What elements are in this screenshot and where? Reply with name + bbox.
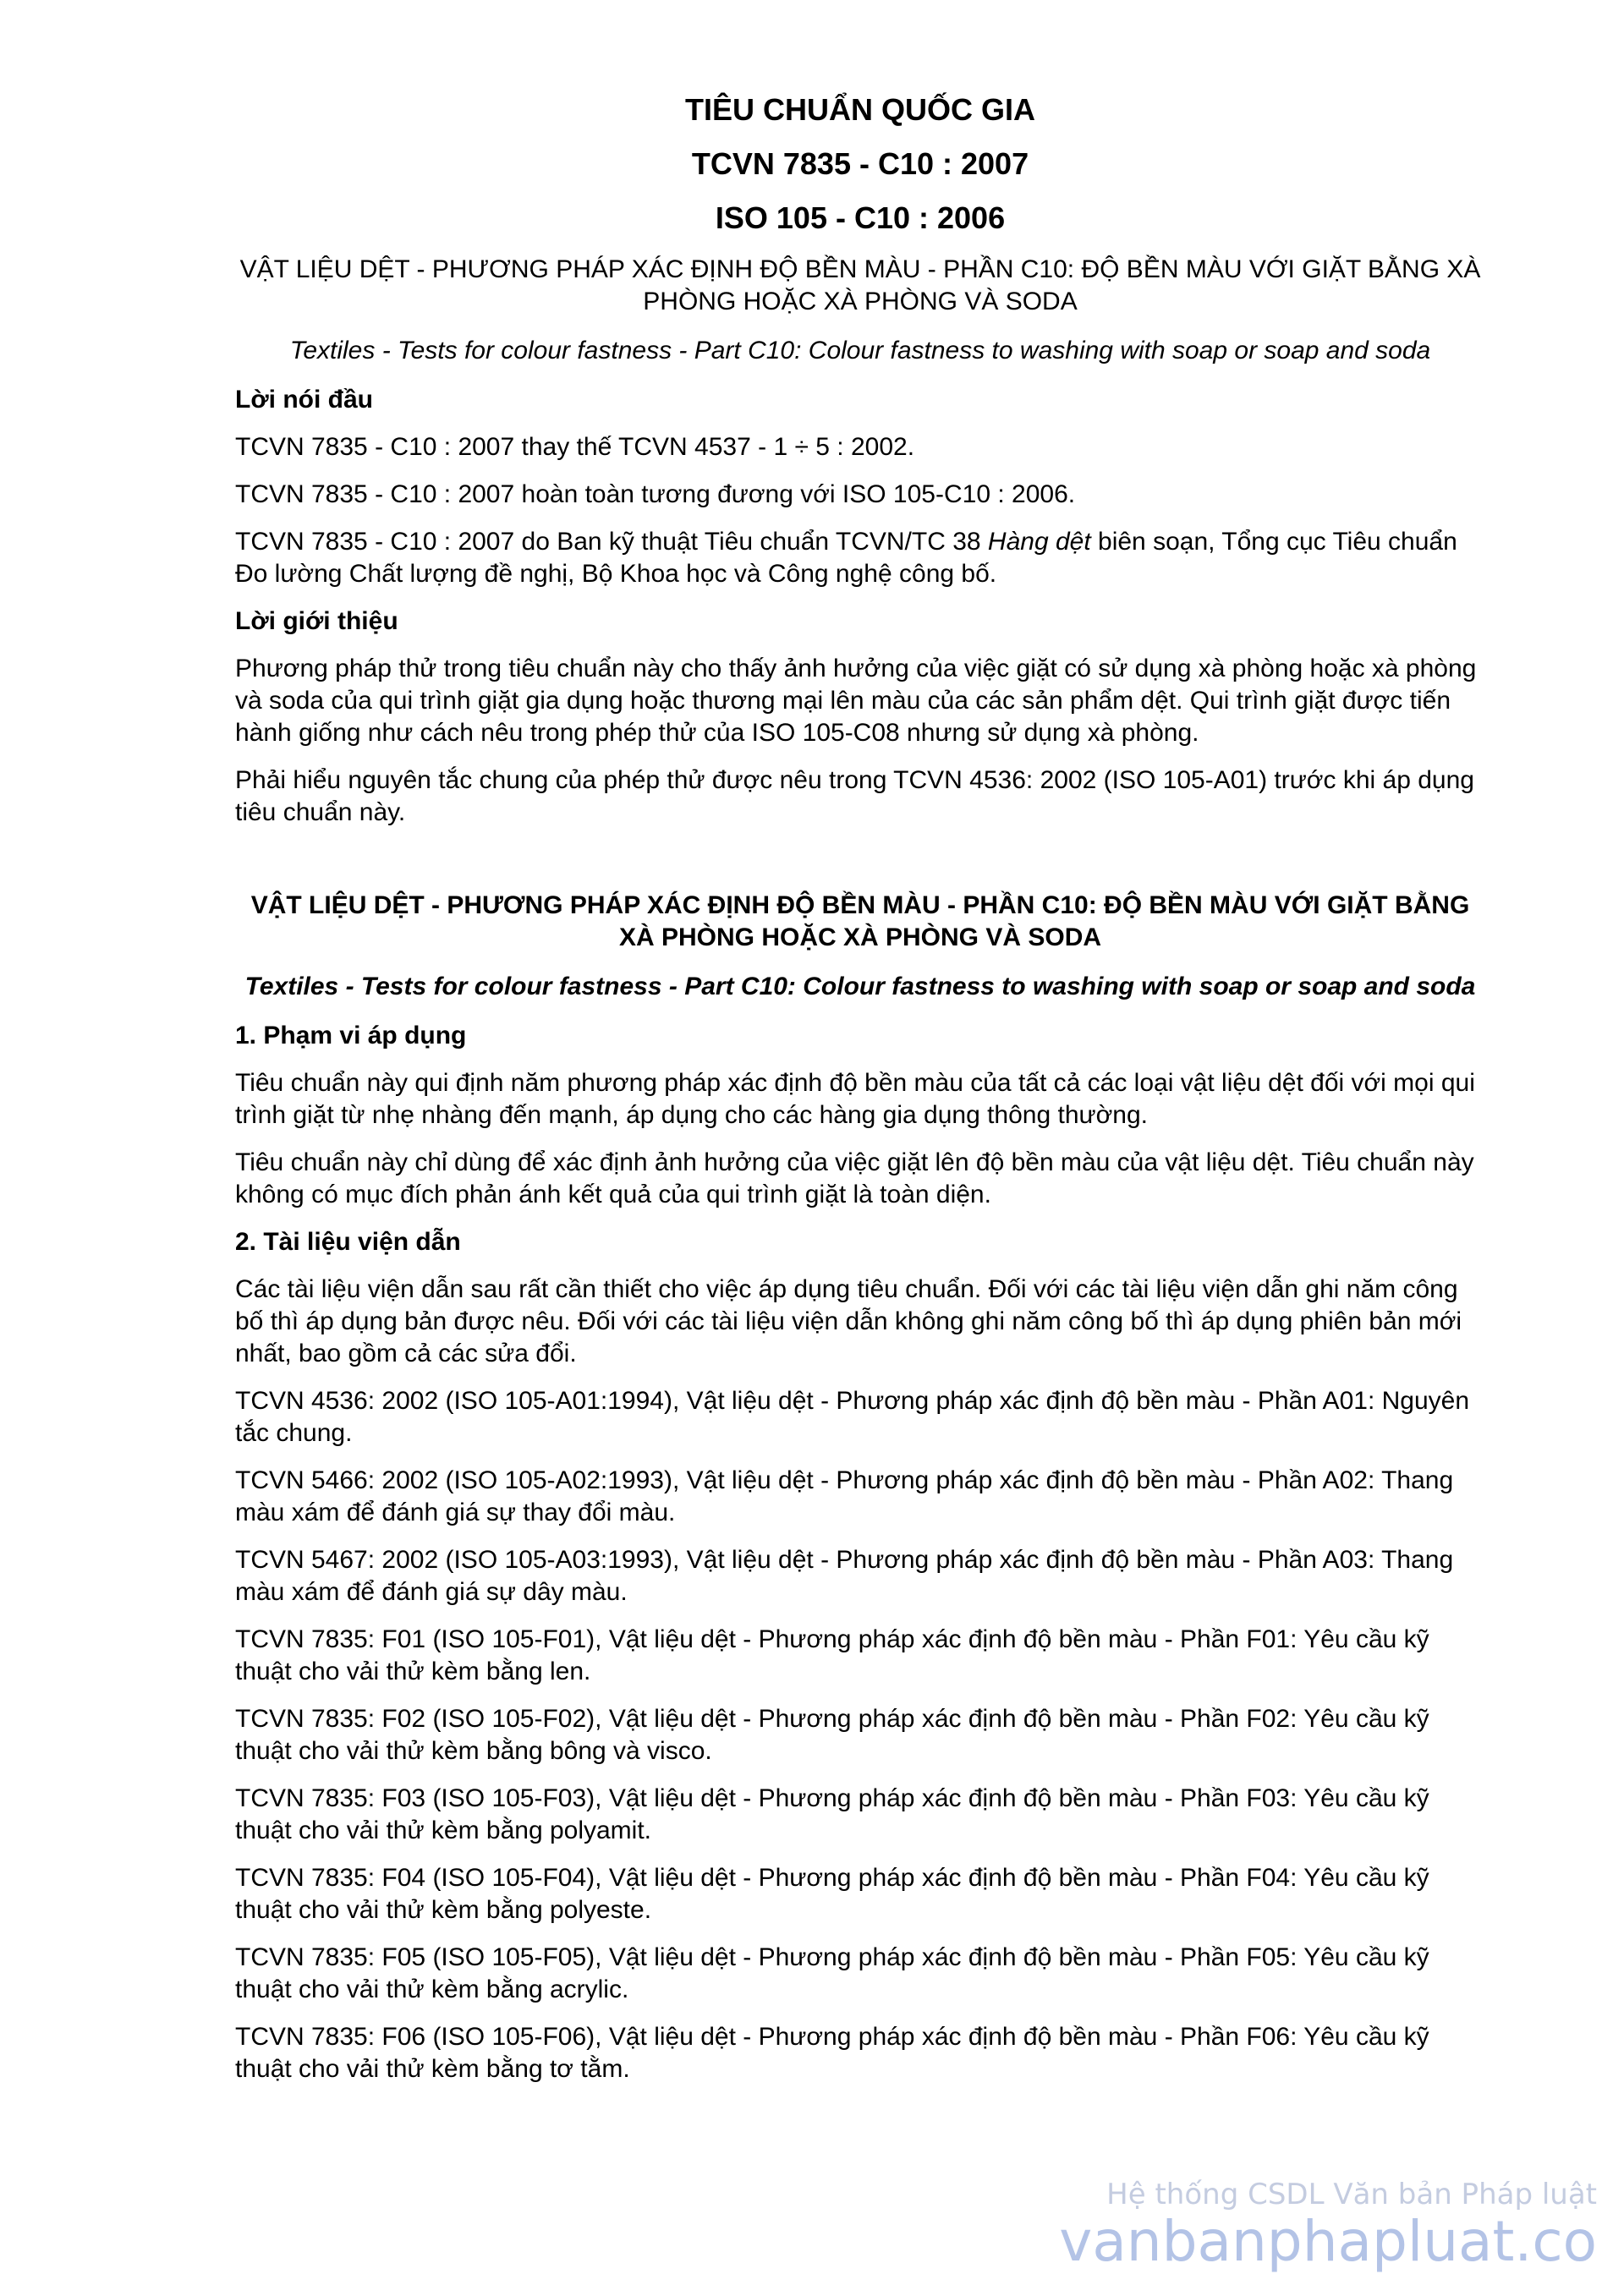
references-intro: Các tài liệu viện dẫn sau rất cần thiết cho việc áp dụng tiêu chuẩn. Đối với các tài liệu viện dẫn ghi năm công bố thì áp dụng bản được nêu. Đối với các tài liệu viện dẫn không ghi năm công bố thì áp dụng phiên bản mới nhất, bao gồm cả các sửa đổi. — [235, 1275, 1462, 1367]
reference-item: TCVN 7835: F04 (ISO 105-F04), Vật liệu dệt - Phương pháp xác định độ bền màu - Phần F04: Yêu cầu kỹ thuật cho vải thử kèm bằng polyeste. — [235, 1864, 1429, 1924]
document-title: TIÊU CHUẨN QUỐC GIA — [685, 92, 1035, 127]
document-page — [235, 91, 1485, 2101]
iso-number: ISO 105 - C10 : 2006 — [715, 200, 1006, 235]
reference-item: TCVN 7835: F01 (ISO 105-F01), Vật liệu dệt - Phương pháp xác định độ bền màu - Phần F01: Yêu cầu kỹ thuật cho vải thử kèm bằng len. — [235, 1625, 1429, 1685]
foreword-heading: Lời nói đầu — [235, 386, 373, 414]
scope-heading: 1. Phạm vi áp dụng — [235, 1022, 467, 1049]
introduction-paragraph: Phải hiểu nguyên tắc chung của phép thử được nêu trong TCVN 4536: 2002 (ISO 105-A01) trước khi áp dụng tiêu chuẩn này. — [235, 766, 1474, 826]
watermark-site-name: vanbanphapluat.co — [1059, 2209, 1597, 2274]
reference-item: TCVN 7835: F05 (ISO 105-F05), Vật liệu dệt - Phương pháp xác định độ bền màu - Phần F05: Yêu cầu kỹ thuật cho vải thử kèm bằng acrylic. — [235, 1943, 1429, 2003]
references-heading: 2. Tài liệu viện dẫn — [235, 1228, 461, 1256]
reference-item: TCVN 4536: 2002 (ISO 105-A01:1994), Vật liệu dệt - Phương pháp xác định độ bền màu - Phần A01: Nguyên tắc chung. — [235, 1387, 1470, 1447]
tcvn-number: TCVN 7835 - C10 : 2007 — [691, 146, 1029, 181]
reference-item: TCVN 7835: F03 (ISO 105-F03), Vật liệu dệt - Phương pháp xác định độ bền màu - Phần F03: Yêu cầu kỹ thuật cho vải thử kèm bằng polyamit. — [235, 1784, 1429, 1844]
watermark-caption: Hệ thống CSDL Văn bản Pháp luật — [1106, 2178, 1597, 2211]
scope-paragraph: Tiêu chuẩn này qui định năm phương pháp xác định độ bền màu của tất cả các loại vật liệu dệt đối với mọi qui trình giặt từ nhẹ nhàng đến mạnh, áp dụng cho các hàng gia dụng thông thường. — [235, 1069, 1475, 1129]
foreword-paragraph — [235, 526, 1485, 590]
site-watermark — [1059, 2178, 1597, 2272]
introduction-heading: Lời giới thiệu — [235, 607, 398, 635]
section-gap — [235, 844, 1485, 890]
subtitle-vietnamese: VẬT LIỆU DỆT - PHƯƠNG PHÁP XÁC ĐỊNH ĐỘ BỀN MÀU - PHẦN C10: ĐỘ BỀN MÀU VỚI GIẶT BẰNG XÀ PHÒNG HOẶC XÀ PHÒNG VÀ SODA — [239, 255, 1481, 315]
reference-item: TCVN 7835: F06 (ISO 105-F06), Vật liệu dệt - Phương pháp xác định độ bền màu - Phần F06: Yêu cầu kỹ thuật cho vải thử kèm bằng tơ tằm. — [235, 2023, 1429, 2083]
reference-item: TCVN 7835: F02 (ISO 105-F02), Vật liệu dệt - Phương pháp xác định độ bền màu - Phần F02: Yêu cầu kỹ thuật cho vải thử kèm bằng bông và visco. — [235, 1705, 1429, 1765]
subtitle-english: Textiles - Tests for colour fastness - Part C10: Colour fastness to washing with soap or soap and soda — [289, 337, 1431, 364]
reference-item: TCVN 5466: 2002 (ISO 105-A02:1993), Vật liệu dệt - Phương pháp xác định độ bền màu - Phần A02: Thang màu xám để đánh giá sự thay đổi màu. — [235, 1466, 1454, 1526]
foreword-paragraph: TCVN 7835 - C10 : 2007 thay thế TCVN 4537 - 1 ÷ 5 : 2002. — [235, 433, 915, 461]
foreword-text: TCVN 7835 - C10 : 2007 do Ban kỹ thuật Tiêu chuẩn TCVN/TC 38 — [235, 528, 988, 556]
reference-item: TCVN 5467: 2002 (ISO 105-A03:1993), Vật liệu dệt - Phương pháp xác định độ bền màu - Phần A03: Thang màu xám để đánh giá sự dây màu. — [235, 1546, 1454, 1606]
body-title-english: Textiles - Tests for colour fastness - Part C10: Colour fastness to washing with soap or soap and soda — [244, 973, 1476, 1000]
foreword-paragraph: TCVN 7835 - C10 : 2007 hoàn toàn tương đương với ISO 105-C10 : 2006. — [235, 480, 1076, 508]
scope-paragraph: Tiêu chuẩn này chỉ dùng để xác định ảnh hưởng của việc giặt lên độ bền màu của vật liệu dệt. Tiêu chuẩn này không có mục đích phản ánh kết quả của qui trình giặt là toàn diện. — [235, 1148, 1474, 1208]
foreword-text: biên soạn, Tổng cục Tiêu chuẩn Đo lường Chất lượng đề nghị, Bộ Khoa học và Công nghệ công bố. — [235, 528, 1457, 588]
introduction-paragraph: Phương pháp thử trong tiêu chuẩn này cho thấy ảnh hưởng của việc giặt có sử dụng xà phòng hoặc xà phòng và soda của qui trình giặt gia dụng hoặc thương mại lên màu của các sản phẩm dệt. Qui trình giặt được tiến hành giống như cách nêu trong phép thử của ISO 105-C08 nhưng sử dụng xà phòng. — [235, 655, 1477, 747]
body-title-vietnamese: VẬT LIỆU DỆT - PHƯƠNG PHÁP XÁC ĐỊNH ĐỘ BỀN MÀU - PHẦN C10: ĐỘ BỀN MÀU VỚI GIẶT BẰNG XÀ PHÒNG HOẶC XÀ PHÒNG VÀ SODA — [250, 891, 1470, 951]
committee-name: Hàng dệt — [987, 528, 1091, 556]
